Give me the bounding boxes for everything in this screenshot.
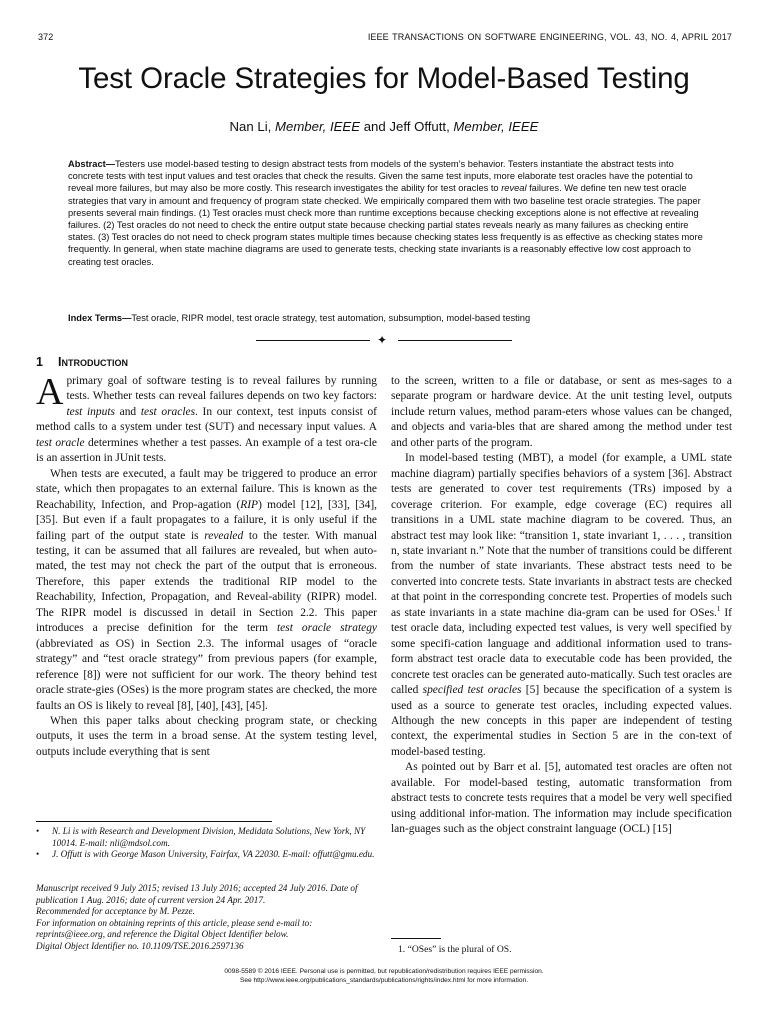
section-divider-left [256, 340, 370, 341]
text-run: (abbreviated as OS) in Section 2.3. The informal usages of “oracle strategy” and “test oracle strategy” from previous papers (for example, reference [8]) were not sufficient for our work. The theory behind test oracle strate-gies (OSes) is the more program states are checked, the more faults an OS is likely to reveal [8], [40], [43], [45]. [36, 637, 377, 712]
affiliations [36, 826, 377, 861]
footnote-rule-right [391, 938, 441, 939]
permissions-footer: See http://www.ieee.org/publications_standards/publications/rights/index.html for more information. [239, 977, 529, 984]
body-paragraph [36, 371, 377, 467]
affiliation-text: J. Offutt is with George Mason University, Fairfax, VA 22030. E-mail: offutt@gmu.edu. [52, 849, 375, 860]
index-terms-text: Test oracle, RIPR model, test oracle strategy, test automation, subsumption, model-based testing [131, 313, 531, 323]
author-conjunction: and [363, 119, 386, 134]
journal-header: IEEE TRANSACTIONS ON SOFTWARE ENGINEERING, VOL. 43, NO. 4, APRIL 2017 [367, 32, 732, 42]
text-run: . In our context, test inputs consist of method calls to a system under test (SUT) and necessary input values. A [36, 405, 377, 434]
text-run: and [114, 405, 141, 418]
text-run: ) model [12], [33], [34], [35]. But even if a fault propagates to a failure, it is only useful if the failing part of the output state is [36, 498, 377, 542]
emphasis: test oracles [140, 405, 196, 418]
author-2-name: Jeff Offutt, [389, 119, 450, 134]
body-column-left [36, 371, 377, 760]
text-run: In model-based testing (MBT), a model (for example, a UML state machine diagram) partially specifies behaviors of a system [36]. Abstract tests are generated to cover test requirements (TRs) imposed by a coverage criterion. For example, edge coverage (EC) requires all transitions in a UML state machine diagram to be covered. Thus, an abstract test may look like: “transition 1, state invariant 1, . . . , transition n, state invariant n.” Note that the number of transitions could be different from the number of state invariants. These abstract tests need to be converted into concrete tests. State invariants in abstract tests are checked at that point in the corresponding concrete test. Properties of models such as state invariants in a state machine dia-gram can be used for OSes. [391, 452, 732, 619]
abstract-text-b: failures. We define ten new test oracle strategies that vary in amount and frequency of program state checked. We empirically compared them with two baseline test oracle strategies. The paper presents several main findings. (1) Test oracles must check more than runtime exceptions because checking exceptions alone is not effective at revealing failures. (2) Test oracles do not need to check the entire output state because checking partial states reveals nearly as many failures as checking entire states. (3) Test oracles do not need to check program states multiple times because checking states less frequently is as effective as checking states more frequently. In general, when state machine diagrams are used to generate tests, checking state invariants is a reasonably effective low cost approach to creating test oracles. [68, 183, 703, 267]
abstract-label: Abstract— [68, 159, 116, 169]
author-1-role: Member, IEEE [275, 119, 361, 134]
body-column-right [391, 374, 732, 838]
bullet-icon: • [36, 849, 40, 860]
index-terms-label: Index Terms— [68, 313, 132, 323]
body-paragraph: to the screen, written to a file or database, or sent as mes-sages to a separate program or hardware device. At the unit testing level, outputs include return values, method param-eters whose values can be changed, and objects and varia-bles that are shared among the method under test and other parts of the program. [391, 375, 732, 449]
section-title: Introduction [58, 355, 128, 369]
author-1-name: Nan Li, [229, 119, 272, 134]
drop-cap: A [36, 371, 64, 413]
paper-title: Test Oracle Strategies for Model-Based Testing [78, 62, 690, 95]
emphasis: specified test oracles [422, 684, 522, 697]
footnote-marker: 1 [716, 604, 721, 613]
section-heading [36, 355, 128, 369]
affiliation-item [36, 826, 377, 849]
body-paragraph: When this paper talks about checking program state, or checking outputs, it uses the term in a broad sense. At the system testing level, outputs include everything that is sent [36, 714, 377, 758]
manuscript-editor: Recommended for acceptance by M. Pezze. [36, 906, 195, 917]
section-divider-right [398, 340, 512, 341]
text-run: If test oracle data, including expected test values, is very well specified by some specifi-cation language and additional information used to trans-form abstract test oracle data to executable code has been provided, the concrete test oracles can be generated auto-matically. Such test oracles are called [391, 606, 732, 697]
emphasis: test oracle [36, 436, 85, 449]
manuscript-reprints: For information on obtaining reprints of this article, please send e-mail to: reprints@ieee.org, and reference the Digital Object Identifier below. [36, 917, 313, 940]
manuscript-doi: Digital Object Identifier no. 10.1109/TSE.2016.2597136 [36, 940, 244, 951]
body-paragraph: As pointed out by Barr et al. [5], automated test oracles are often not available. For model-based testing, automatic transformation from abstract tests to concrete tests requires that a model be very well specified using additional infor-mation. The information may include specification lan-guages such as the object constraint language (OCL) [15] [391, 761, 732, 836]
emphasis: test oracle strategy [277, 622, 377, 635]
text-run: determines whether a test passes. An example of a test ora-cle is an assertion in JUnit tests. [36, 436, 377, 465]
body-paragraph [391, 451, 732, 760]
divider-star-icon: ✦ [377, 333, 388, 347]
copyright-footer: 0098-5589 © 2016 IEEE. Personal use is permitted, but republication/redistribution requires IEEE permission. [224, 968, 544, 975]
text-run: primary goal of software testing is to reveal failures by running tests. Whether tests can reveal failures depends on two key factors: [66, 375, 377, 403]
affiliation-text: N. Li is with Research and Development Division, Medidata Solutions, New York, NY 10014. E-mail: nli@mdsol.com. [52, 826, 366, 848]
emphasis: revealed [204, 529, 244, 542]
footnote: 1. “OSes” is the plural of OS. [398, 944, 512, 955]
page-number: 372 [38, 32, 54, 42]
section-number: 1 [36, 355, 43, 369]
emphasis: test inputs [66, 405, 115, 418]
abstract-text-a: Testers use model-based testing to design abstract tests from models of the system’s behavior. Testers instantiate the abstract tests into concrete tests with test input values and test oracles that check the results. Given the same test inputs, more elaborate test oracles have the potential to reveal more failures, but may also be more costly. This research investigates the ability for test oracles to [68, 159, 693, 194]
index-terms [68, 312, 704, 324]
manuscript-dates: Manuscript received 9 July 2015; revised 13 July 2016; accepted 24 July 2016. Date of publication 1 Aug. 2016; date of current version 24 Apr. 2017. [36, 883, 358, 905]
text-run: When tests are executed, a fault may be triggered to produce an error state, which then propagates to an external failure. This is known as the Reachability, Infection, and Prop-agation ( [36, 467, 377, 511]
bullet-icon: • [36, 826, 40, 836]
emphasis: RIP [240, 498, 259, 511]
abstract [68, 158, 704, 268]
text-run: [5] because the specification of a system is used as a source to generate test oracles, including expected values. Although the new concepts in this paper are independent of testing context, the experimental studies in Section 5 are in the con-text of model-based testing. [391, 684, 732, 758]
abstract-emphasis: reveal [501, 183, 527, 194]
body-paragraph [36, 467, 377, 714]
affiliation-item [36, 849, 377, 861]
footnote-rule [36, 821, 272, 822]
text-run: to the tester. With manual testing, it can be assumed that all failures are revealed, but when auto-mated, the test may not check the part of the output that is erroneous. Therefore, this paper extends the traditional RIP model to the Reachability, Infection, Propagation, and Reveal-ability (RIPR) model. The RIPR model is discussed in detail in Section 2.2. This paper introduces a precise definition for the term [36, 529, 377, 635]
manuscript-info [36, 883, 377, 953]
author-line [0, 119, 768, 134]
author-2-role: Member, IEEE [453, 119, 539, 134]
